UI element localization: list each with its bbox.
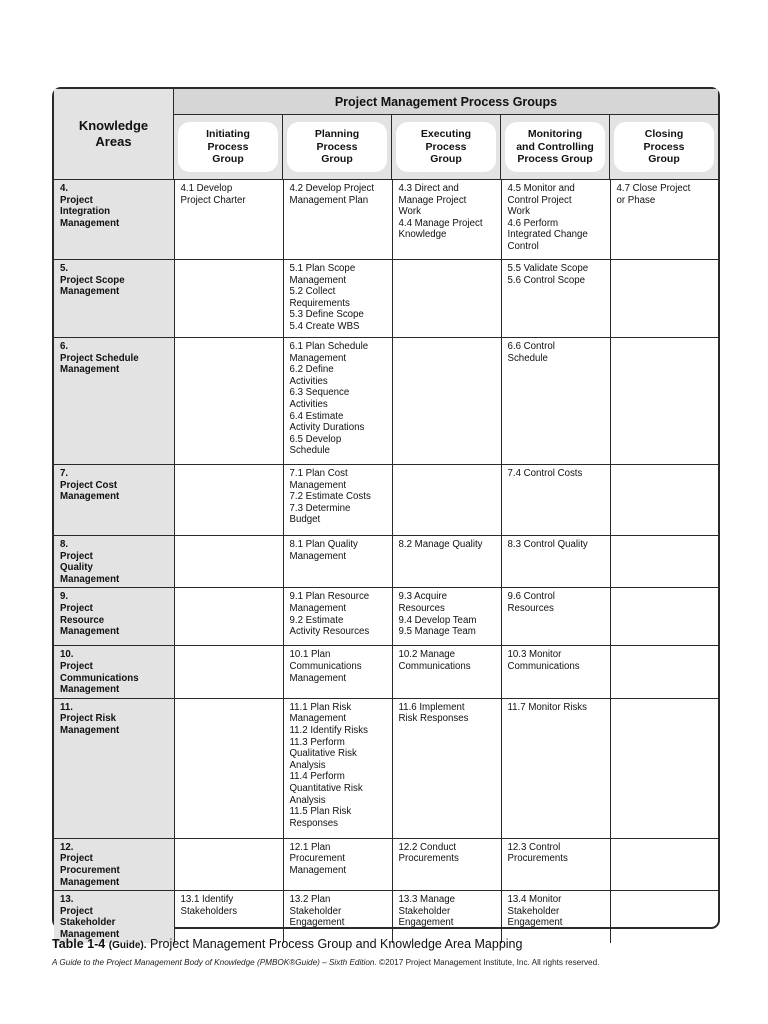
group-header-monitoring — [501, 115, 610, 179]
group-label: Planning Process Group — [287, 122, 386, 172]
knowledge-area-number: 9. — [60, 591, 69, 603]
table-row — [54, 891, 718, 943]
knowledge-area-number: 5. — [60, 263, 69, 274]
caption-text: Project Management Process Group and Knowledge Area Mapping — [150, 937, 523, 951]
citation — [52, 958, 716, 967]
knowledge-area-number: 4. — [60, 183, 69, 194]
process-cell: 9.1 Plan Resource Management 9.2 Estimate Activity Resources — [283, 588, 392, 646]
mapping-grid — [54, 179, 718, 943]
group-header-executing — [392, 115, 501, 179]
process-cell: 8.2 Manage Quality — [392, 536, 501, 588]
table-row — [54, 465, 718, 536]
knowledge-area-cell — [54, 465, 174, 536]
table-row — [54, 698, 718, 838]
table-row — [54, 646, 718, 698]
knowledge-area-number: 6. — [60, 341, 69, 352]
process-cell — [610, 838, 718, 890]
process-cell: 5.1 Plan Scope Management 5.2 Collect Requirements 5.3 Define Scope 5.4 Create WBS — [283, 260, 392, 338]
knowledge-area-cell — [54, 588, 174, 646]
knowledge-area-number: 10. — [60, 649, 74, 661]
process-cell: 4.3 Direct and Manage Project Work 4.4 Manage Project Knowledge — [392, 180, 501, 260]
group-header-initiating — [174, 115, 283, 179]
process-cell: 11.6 Implement Risk Responses — [392, 698, 501, 838]
knowledge-areas-header — [54, 89, 174, 179]
process-cell — [610, 465, 718, 536]
process-cell: 12.2 Conduct Procurements — [392, 838, 501, 890]
knowledge-area-name: Project Procurement Management — [60, 853, 120, 888]
group-header-closing — [610, 115, 718, 179]
process-cell — [174, 260, 283, 338]
table-row — [54, 838, 718, 890]
knowledge-area-name: Project Resource Management — [60, 602, 120, 638]
caption-guide: (Guide). — [108, 940, 147, 951]
citation-source: A Guide to the Project Management Body of Knowledge (PMBOK®Guide) – Sixth Edition. — [52, 958, 377, 967]
process-cell: 12.1 Plan Procurement Management — [283, 838, 392, 890]
knowledge-area-number: 8. — [60, 539, 69, 550]
knowledge-area-number: 13. — [60, 894, 74, 906]
knowledge-area-cell — [54, 891, 174, 943]
process-cell — [174, 338, 283, 465]
process-cell: 6.1 Plan Schedule Management 6.2 Define Activities 6.3 Sequence Activities 6.4 Estimate Activity Durations 6.5 Develop Schedule — [283, 338, 392, 465]
group-header-planning — [283, 115, 392, 179]
process-cell: 13.1 Identify Stakeholders — [174, 891, 283, 943]
process-cell: 8.3 Control Quality — [501, 536, 610, 588]
group-label: Initiating Process Group — [178, 122, 277, 172]
citation-copyright: ©2017 Project Management Institute, Inc. All rights reserved. — [379, 958, 600, 967]
process-cell: 10.1 Plan Communications Management — [283, 646, 392, 698]
knowledge-area-name: Project Scope Management — [60, 274, 125, 298]
knowledge-area-name: Project Integration Management — [60, 194, 120, 229]
knowledge-area-cell — [54, 338, 174, 465]
process-mapping-table — [52, 87, 720, 940]
knowledge-area-cell — [54, 536, 174, 588]
process-cell: 7.4 Control Costs — [501, 465, 610, 536]
process-cell — [174, 465, 283, 536]
process-cell — [392, 338, 501, 465]
process-cell: 13.4 Monitor Stakeholder Engagement — [501, 891, 610, 943]
knowledge-area-name: Project Schedule Management — [60, 352, 139, 376]
knowledge-area-name: Project Risk Management — [60, 713, 120, 736]
process-cell: 9.3 Acquire Resources 9.4 Develop Team 9.5 Manage Team — [392, 588, 501, 646]
process-cell: 9.6 Control Resources — [501, 588, 610, 646]
table-row — [54, 338, 718, 465]
process-cell — [610, 891, 718, 943]
knowledge-area-cell — [54, 838, 174, 890]
table-caption — [52, 937, 716, 951]
process-cell — [174, 588, 283, 646]
process-cell: 12.3 Control Procurements — [501, 838, 610, 890]
process-cell: 5.5 Validate Scope 5.6 Control Scope — [501, 260, 610, 338]
process-cell — [610, 536, 718, 588]
process-cell: 11.1 Plan Risk Management 11.2 Identify Risks 11.3 Perform Qualitative Risk Analysis 11.4 Perform Quantitative Risk Analysis 11.5 Plan Risk Responses — [283, 698, 392, 838]
process-cell: 4.7 Close Project or Phase — [610, 180, 718, 260]
table-row — [54, 260, 718, 338]
group-label: Executing Process Group — [396, 122, 495, 172]
knowledge-areas-header-text: Knowledge Areas — [78, 118, 149, 149]
group-label: Closing Process Group — [614, 122, 713, 172]
knowledge-area-cell — [54, 646, 174, 698]
process-cell: 4.1 Develop Project Charter — [174, 180, 283, 260]
process-cell: 13.3 Manage Stakeholder Engagement — [392, 891, 501, 943]
table-row — [54, 180, 718, 260]
knowledge-area-number: 11. — [60, 701, 73, 713]
caption-label: Table 1-4 — [52, 937, 106, 951]
process-cell: 4.2 Develop Project Management Plan — [283, 180, 392, 260]
process-cell: 13.2 Plan Stakeholder Engagement — [283, 891, 392, 943]
process-cell: 6.6 Control Schedule — [501, 338, 610, 465]
process-group-headers — [174, 115, 718, 179]
knowledge-area-name: Project Cost Management — [60, 479, 120, 503]
process-cell — [392, 260, 501, 338]
process-cell: 8.1 Plan Quality Management — [283, 536, 392, 588]
process-cell — [174, 698, 283, 838]
process-cell: 4.5 Monitor and Control Project Work 4.6 Perform Integrated Change Control — [501, 180, 610, 260]
knowledge-area-cell — [54, 180, 174, 260]
knowledge-area-number: 12. — [60, 841, 74, 853]
process-cell — [610, 698, 718, 838]
process-cell: 10.3 Monitor Communications — [501, 646, 610, 698]
process-groups-header: Project Management Process Groups — [174, 89, 718, 115]
process-cell — [610, 646, 718, 698]
knowledge-area-cell — [54, 698, 174, 838]
group-label: Monitoring and Controlling Process Group — [505, 122, 604, 172]
knowledge-area-name: Project Communications Management — [60, 660, 139, 696]
process-cell — [174, 646, 283, 698]
process-cell: 10.2 Manage Communications — [392, 646, 501, 698]
knowledge-area-name: Project Stakeholder Management — [60, 905, 120, 940]
process-cell — [610, 338, 718, 465]
table-row — [54, 536, 718, 588]
process-cell — [610, 588, 718, 646]
knowledge-area-number: 7. — [60, 468, 69, 479]
knowledge-area-cell — [54, 260, 174, 338]
table-row — [54, 588, 718, 646]
process-cell — [174, 536, 283, 588]
process-cell — [392, 465, 501, 536]
process-cell: 7.1 Plan Cost Management 7.2 Estimate Costs 7.3 Determine Budget — [283, 465, 392, 536]
process-cell — [610, 260, 718, 338]
knowledge-area-name: Project Quality Management — [60, 550, 120, 585]
process-cell — [174, 838, 283, 890]
process-cell: 11.7 Monitor Risks — [501, 698, 610, 838]
